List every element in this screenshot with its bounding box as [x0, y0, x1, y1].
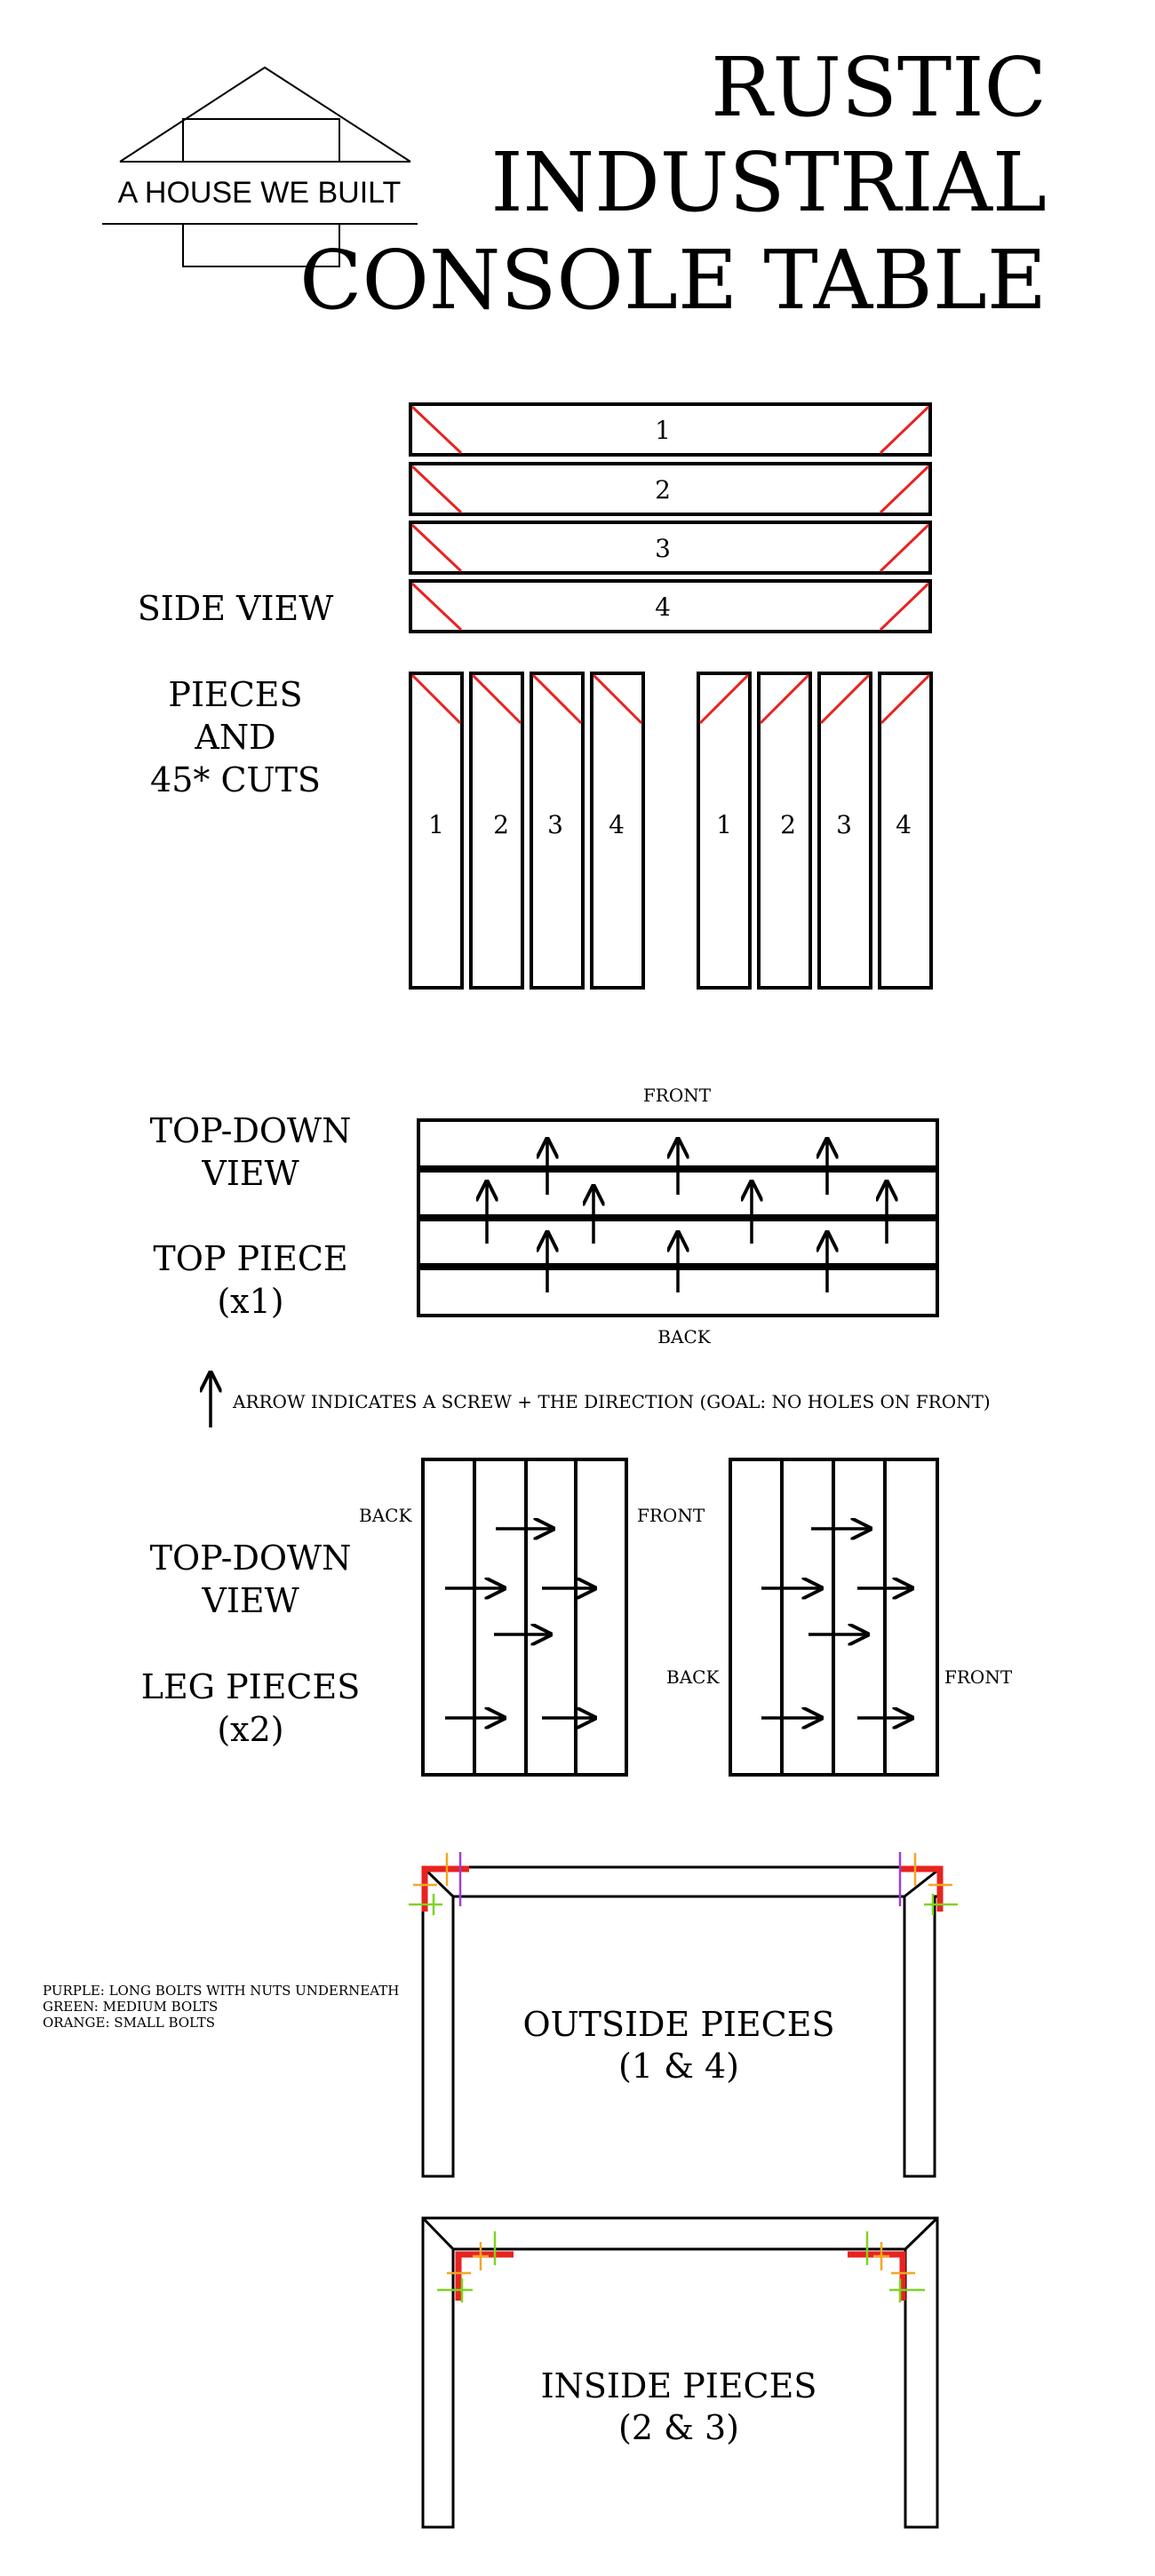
arrow-legend-text: ARROW INDICATES A SCREW + THE DIRECTION (GOAL: NO HOLES ON FRONT)	[233, 1391, 991, 1412]
leg-piece-right-4-number: 4	[896, 810, 912, 839]
leg-pieces-label-line-1: LEG PIECES	[140, 1667, 361, 1706]
leg-view-label-line-2: VIEW	[202, 1581, 299, 1620]
leg-view-label-line-1: TOP-DOWN	[149, 1538, 352, 1578]
bolt-legend-orange: ORANGE: SMALL BOLTS	[43, 2015, 216, 2031]
leg-pieces-labels	[141, 1538, 361, 1749]
leg-piece-right-3-number: 3	[836, 810, 852, 839]
outside-pieces-label	[522, 2005, 834, 2086]
side-board-1-number: 1	[655, 416, 671, 445]
side-view-boards	[410, 404, 930, 632]
leg-piece-left-1-number: 1	[428, 810, 444, 839]
side-view-label: SIDE VIEW	[137, 589, 334, 628]
pieces-label-line-3: 45* CUTS	[150, 760, 321, 799]
pieces-left-group	[410, 673, 643, 988]
leg-right-back-label: BACK	[666, 1666, 720, 1688]
leg-piece-left-2-number: 2	[493, 810, 509, 839]
inside-pieces-label-line-1: INSIDE PIECES	[540, 2366, 817, 2405]
leg-piece-right-2-number: 2	[780, 810, 796, 839]
leg-left-front-label: FRONT	[637, 1505, 705, 1526]
leg-piece-right-4	[880, 673, 931, 988]
leg-piece-left-3	[531, 673, 583, 988]
title-line-1: RUSTIC	[711, 40, 1047, 135]
pieces-label-line-2: AND	[195, 718, 276, 757]
leg-pieces-label-line-2: (x2)	[217, 1710, 284, 1749]
side-board-4	[410, 581, 930, 632]
bolt-legend	[43, 1983, 399, 2031]
leg-piece-left-2	[471, 673, 522, 988]
logo-text: A HOUSE WE BUILT	[117, 176, 402, 210]
top-piece-label-line-1: TOP PIECE	[153, 1239, 348, 1278]
leg-right-front-label: FRONT	[944, 1666, 1013, 1688]
outside-pieces-label-line-1: OUTSIDE PIECES	[522, 2005, 835, 2044]
pieces-label-line-1: PIECES	[168, 675, 303, 714]
inside-pieces-label-line-2: (2 & 3)	[618, 2408, 739, 2447]
leg-piece-left-4	[592, 673, 643, 988]
top-piece-diagram	[418, 1120, 937, 1316]
side-board-3-number: 3	[655, 534, 671, 563]
pieces-right-group	[698, 673, 931, 988]
leg-piece-right-2	[759, 673, 810, 988]
side-board-4-number: 4	[655, 592, 671, 622]
top-piece-labels	[150, 1111, 352, 1321]
side-board-1	[410, 404, 930, 455]
leg-piece-right-1	[698, 673, 750, 988]
inside-pieces-label	[541, 2366, 817, 2447]
pieces-label	[150, 675, 321, 799]
arrow-legend	[211, 1375, 991, 1427]
leg-assembly-right	[730, 1459, 937, 1775]
title-line-3: CONSOLE TABLE	[299, 233, 1047, 328]
bolt-legend-purple: PURPLE: LONG BOLTS WITH NUTS UNDERNEATH	[43, 1983, 400, 1999]
leg-piece-right-1-number: 1	[716, 810, 732, 839]
leg-left-back-label: BACK	[359, 1505, 412, 1526]
top-view-label-line-2: VIEW	[202, 1154, 299, 1193]
top-view-label-line-1: TOP-DOWN	[149, 1111, 352, 1150]
top-piece-back-label: BACK	[657, 1326, 711, 1348]
leg-piece-left-4-number: 4	[609, 810, 625, 839]
side-board-3	[410, 522, 930, 573]
top-piece-front-label: FRONT	[642, 1085, 712, 1106]
outside-pieces-label-line-2: (1 & 4)	[618, 2047, 739, 2086]
leg-assembly-left	[423, 1459, 626, 1775]
side-board-2-number: 2	[655, 475, 671, 505]
leg-piece-left-1	[410, 673, 462, 988]
leg-piece-left-3-number: 3	[547, 810, 563, 839]
leg-piece-right-3	[819, 673, 871, 988]
side-board-2	[410, 464, 930, 514]
title-line-2: INDUSTRIAL	[490, 135, 1047, 230]
page-title	[299, 40, 1047, 328]
bolt-legend-green: GREEN: MEDIUM BOLTS	[43, 1999, 219, 2015]
top-piece-label-line-2: (x1)	[217, 1282, 284, 1321]
